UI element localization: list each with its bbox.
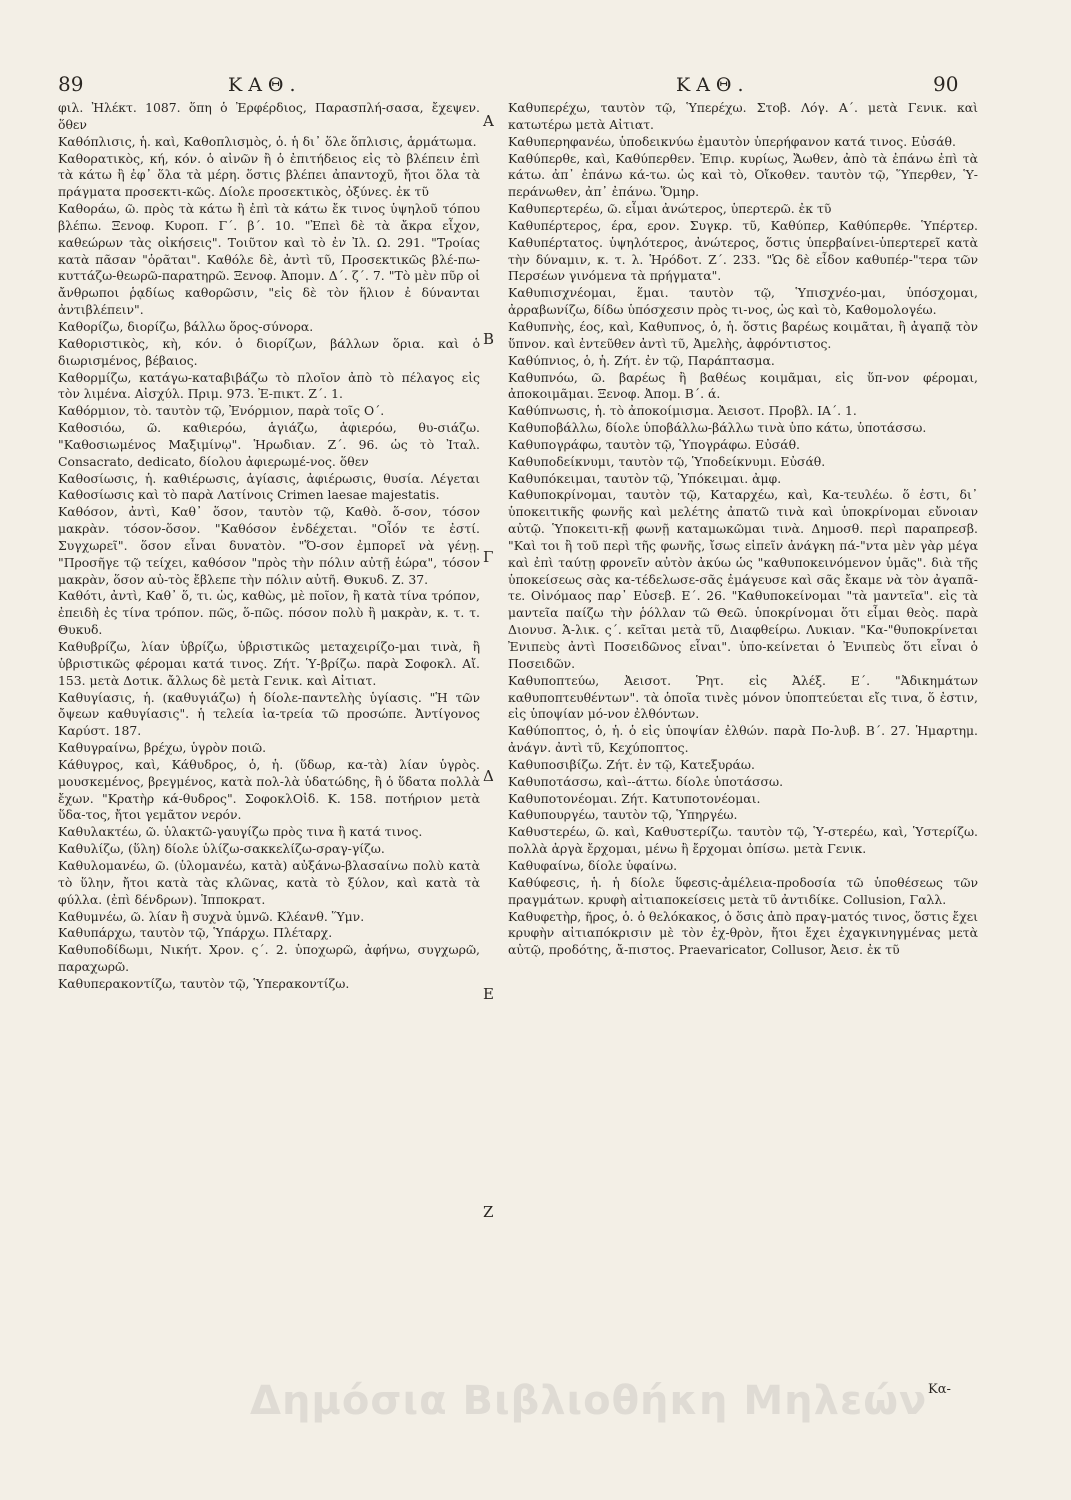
dictionary-entry: Κάθυγρος, καὶ, Κάθυδρος, ὁ, ἡ. (ὕδωρ, κα-τὰ) λίαν ὑγρὸς. μουσκεμένος, βρεγμένος, κατὰ πολ-λὰ ὑδατώδης, ἢ ὁ ὕδατα πολλὰ ἔχων. "Κρατὴρ κά-θυδρος". ΣοφοκλΟἰδ. Κ. 158. ποτήριον μετὰ ὕδα-τος, ἤτοι γεμᾶτον νερόν. xyxy=(58,756,480,823)
dictionary-entry: Καθόπλισις, ἡ. καὶ, Καθοπλισμὸς, ὁ. ἡ δι᾽ ὅλε ὅπλισις, ἁρμάτωμα. xyxy=(58,133,477,149)
margin-letter-beta: Β xyxy=(483,330,495,348)
margin-letter-gamma: Γ xyxy=(483,548,494,566)
dictionary-entry: Καθυλομανέω, ῶ. (ὑλομανέω, κατὰ) αὐξάνω-βλασαίνω πολὺ κατὰ τὸ ὕλην, ἤτοι κατὰ τὰς κλῶνας, κατὰ τὸ ξύλον, καὶ κατὰ τὰ φύλλα. (ἐπὶ δένδρων). Ἱπποκρατ. xyxy=(58,857,480,907)
dictionary-entry: Καθυπερέχω, ταυτὸν τῷ, Ὑπερέχω. Στοβ. Λόγ. Α΄. μετὰ Γενικ. καὶ κατωτέρω μετὰ Αἰτιατ. xyxy=(508,100,978,132)
dictionary-entry: φιλ. Ἠλέκτ. 1087. ὅπη ὁ Ἐρφέρδιος, Παρασπλή-σασα, ἔχεψεν. ὅθεν xyxy=(58,100,480,132)
dictionary-entry: Καθύποπτος, ὁ, ἡ. ὁ εἰς ὑποψίαν ἐλθών. παρὰ Πο-λυβ. Β΄. 27. Ἡμαρτημ. ἀνάγν. ἀντὶ τῦ, Κεχύποπτος. xyxy=(508,723,978,756)
margin-letter-epsilon: Ε xyxy=(483,985,494,1003)
left-page-number: 89 xyxy=(58,72,84,96)
right-column xyxy=(508,100,978,959)
dictionary-entry: Καθυπισχνέομαι, ἕμαι. ταυτὸν τῷ, Ὑπισχνέο-μαι, ὑπόσχομαι, ἀρραβωνίζω, δίδω ὑπόσχεσιν πρὸς τι-νος, ὡς καὶ τὸ, Καθομολογέω. xyxy=(508,285,978,318)
dictionary-entry: Καθυφαίνω, δίολε ὑφαίνω. xyxy=(508,857,678,873)
dictionary-entry: Καθοράω, ῶ. πρὸς τὰ κάτω ἢ ἐπὶ τὰ κάτω ἔκ τινος ὑψηλοῦ τόπου βλέπω. Ξενοφ. Κυροπ. Γ΄. β΄. 10. "Ἐπεὶ δὲ τὰ ἄκρα εἶχον, καθεώρων τὰς οἰκήσεις". Τοιῦτον καὶ τὸ ἐν Ἰλ. Ω. 291. "Τροίας κατὰ πᾶσαν "ὁρᾶται". Καθόλε δὲ, ἀντὶ τῦ, Προσεκτικῶς βλέ-πω-κυττάζω-θεωρῶ-παρατηρῶ. Ξενοφ. Ἀπομν. Δ΄. ζ΄. 7. "Τὸ μὲν πῦρ οἱ ἄνθρωποι ῥᾳδίως καθορῶσιν, "εἰς δὲ τὸν ἥλιον ἐ δύνανται ἀντιβλέπειν". xyxy=(58,201,480,318)
dictionary-entry: Καθόσον, ἀντὶ, Καθ᾽ ὅσον, ταυτὸν τῷ, Καθὸ. ὅ-σον, τόσον μακρὰν. τόσον-ὅσον. "Καθόσον ἐνδέχεται. "Οἷόν τε ἐστί. Συγχωρεῖ". ὅσον εἶναι δυνατὸν. "Ὅ-σον ἐμπορεῖ νὰ γένῃ. "Προσῆγε τῷ τείχει, καθόσον "πρὸς τὴν πόλιν αὐτῇ ἑώρα", τόσον μακρὰν, ὅσον αὐ-τὸς ἔβλεπε τὴν πόλιν αὐτῆ. Θυκυδ. Ζ. 37. xyxy=(58,504,480,587)
margin-letter-delta: Δ xyxy=(483,767,494,785)
dictionary-entry: Καθυποτάσσω, καὶ--άττω. δίολε ὑποτάσσω. xyxy=(508,773,784,789)
dictionary-entry: Καθυλίζω, (ὕλη) δίολε ὑλίζω-σακκελίζω-σραγ-γίζω. xyxy=(58,841,385,857)
dictionary-entry: Καθυπερακοντίζω, ταυτὸν τῷ, Ὑπερακοντίζω. xyxy=(58,975,350,991)
dictionary-entry: Καθυπνὴς, έος, καὶ, Καθυπνος, ὁ, ἡ. ὅστις βαρέως κοιμᾶται, ἢ ἀγαπᾷ τὸν ὕπνον. καὶ ἐντεῦθεν ἀντὶ τῦ, Ἀμελὴς, ἀφρόντιστος. xyxy=(508,318,978,351)
dictionary-entry: Καθύπερθε, καὶ, Καθύπερθεν. Ἐπιρ. κυρίως, Ἄωθεν, ἀπὸ τὰ ἐπάνω ἐπὶ τὰ κάτω. ἀπ᾽ ἐπάνω κά-τω. ὡς καὶ τὸ, Οἴκοθεν. ταυτὸν τῷ, Ὕπερθεν, Ὑ-περάνωθεν, ἀπ᾽ ἐπάνω. Ὅμηρ. xyxy=(508,150,978,200)
dictionary-entry: Καθυφετὴρ, ῆρος, ὁ. ὁ θελόκακος, ὁ ὅσις ἀπὸ πραγ-ματός τινος, ὅστις ἔχει κρυφὴν αἰτιαπόκρισιν μὲ τὸν ἐχ-θρὸν, ἤτοι ἔχει ἐχαγκινηγμένας μετὰ αὐτῷ, προδότης, ἄ-πιστος. Praevaricator, Collusor, Ἀεισ. ἐκ τῦ xyxy=(508,908,978,958)
dictionary-entry: Καθορμίζω, κατάγω-καταβιβάζω τὸ πλοῖον ἀπὸ τὸ πέλαγος εἰς τὸν λιμένα. Αἰσχύλ. Πριμ. 973. Ἐ-πικτ. Ζ΄. 1. xyxy=(58,369,480,402)
dictionary-entry: Καθύπνωσις, ἡ. τὸ ἀποκοίμισμα. Ἀεισοτ. Προβλ. ΙΑ΄. 1. xyxy=(508,403,857,419)
dictionary-entry: Καθυλακτέω, ῶ. ὑλακτῶ-γαυγίζω πρὸς τινα ἢ κατά τινος. xyxy=(58,824,423,840)
dictionary-entry: Καθυπουργέω, ταυτὸν τῷ, Ὑπηργέω. xyxy=(508,807,738,823)
dictionary-entry: Καθυποσιβίζω. Ζήτ. ἐν τῷ, Κατεξυράω. xyxy=(508,756,755,772)
dictionary-entry: Καθόρμιον, τὸ. ταυτὸν τῷ, Ἐνόρμιον, παρὰ τοῖς Ο΄. xyxy=(58,403,385,419)
left-running-head: ΚΑΘ. xyxy=(228,74,302,96)
dictionary-entry: Καθυποτονέομαι. Ζήτ. Κατυποτονέομαι. xyxy=(508,790,761,806)
dictionary-entry: Καθυγραίνω, βρέχω, ὑγρὸν ποιῶ. xyxy=(58,740,267,756)
dictionary-entry: Καθυποβάλλω, δίολε ὑποβάλλω-βάλλω τινὰ ὑπο κάτω, ὑποτάσσω. xyxy=(508,420,927,436)
dictionary-entry: Καθοριστικὸς, κὴ, κόν. ὁ διορίζων, βάλλων ὅρια. καὶ ὁ διωρισμένος, βέβαιος. xyxy=(58,335,480,368)
dictionary-entry: Καθυπόκειμαι, ταυτὸν τῷ, Ὑπόκειμαι. ἀμφ. xyxy=(508,470,782,486)
dictionary-entry: Καθυγίασις, ἡ. (καθυγιάζω) ἡ δίολε-παντελὴς ὑγίασις. "Ἡ τῶν ὄψεων καθυγίασις". ἡ τελεία ἰα-τρεία τῶ προσώπε. Ἀντίγονος Καρύστ. 187. xyxy=(58,689,480,739)
dictionary-entry: Καθυμνέω, ῶ. λίαν ἢ συχνὰ ὑμνῶ. Κλέανθ. Ὕμν. xyxy=(58,908,365,924)
right-running-head: ΚΑΘ. xyxy=(676,74,750,96)
dictionary-entry: Καθυπογράφω, ταυτὸν τῷ, Ὑπογράφω. Εὐσάθ. xyxy=(508,436,800,452)
dictionary-entry: Καθυπνόω, ῶ. βαρέως ἢ βαθέως κοιμᾶμαι, εἰς ὕπ-νον φέρομαι, ἀποκοιμᾶμαι. Ξενοφ. Ἀπομ. Β΄. ά. xyxy=(508,369,978,402)
dictionary-entry: Καθοσίωσις, ἡ. καθιέρωσις, ἁγίασις, ἀφιέρωσις, θυσία. Λέγεται Καθοσίωσις καὶ τὸ παρὰ Λατίνοις Crimen laesae majestatis. xyxy=(58,470,480,503)
dictionary-entry: Καθότι, ἀντὶ, Καθ᾽ ὅ, τι. ὡς, καθὼς, μὲ ποῖον, ἢ κατὰ τίνα τρόπον, ἐπειδὴ ἐς τίνα τρόπον. πῶς, ὅ-πῶς. πόσον πολὺ ἢ μακρὰν, κ. τ. τ. Θυκυδ. xyxy=(58,588,480,638)
dictionary-entry: Καθυπέρτερος, έρα, ερον. Συγκρ. τῦ, Καθύπερ, Καθύπερθε. Ὑπέρτερ. Καθυπέρτατος. ὑψηλότερος, ἀνώτερος, ὅστις ὑπερβαίνει-ὑπερτερεῖ κατὰ τὴν δύναμιν, κ. τ. λ. Ἡρόδοτ. Ζ΄. 233. "Ὡς δὲ εἶδον καθυπέρ-"τερα τῶν Περσέων γινόμενα τὰ πρήγματα". xyxy=(508,217,978,284)
dictionary-entry: Καθύφεσις, ἡ. ἡ δίολε ὕφεσις-ἀμέλεια-προδοσία τῶ ὑποθέσεως τῶν πραγμάτων. κρυφὴ αἰτιαποκείσεις μετὰ τῦ ἀντιδίκε. Collusion, Γαλλ. xyxy=(508,874,978,907)
dictionary-entry: Καθυπάρχω, ταυτὸν τῷ, Ὑπάρχω. Πλέταρχ. xyxy=(58,925,333,941)
margin-letter-alpha: Α xyxy=(483,112,494,130)
dictionary-entry: Καθυπερτερέω, ῶ. εἶμαι ἀνώτερος, ὑπερτερῶ. ἐκ τῦ xyxy=(508,201,832,217)
dictionary-entry: Καθυποδίδωμι, Νικήτ. Χρον. ς΄. 2. ὑποχωρῶ, ἀφήνω, συγχωρῶ, παραχωρῶ. xyxy=(58,942,480,975)
library-watermark: Δημόσια Βιβλιοθήκη Μηλεών xyxy=(250,1378,928,1424)
dictionary-entry: Καθυποκρίνομαι, ταυτὸν τῷ, Καταρχέω, καὶ, Κα-τευλέω. ὅ ἐστι, δι᾽ ὑποκειτικῆς φωνῆς καὶ μελέτης ἀπατῶ τινὰ καὶ ὑποκρίνομαι εὔνοιαν αὐτῷ. Ὑποκειτι-κῇ φωνῇ καταμωκῶμαι τινὰ. Δημοσθ. περὶ παραπρεσβ. "Καὶ τοι ἢ τοῦ περὶ τῆς φωνῆς, ἴσως εἰπεῖν ἀνάγκη πά-"ντα μὲν γὰρ μέγα καὶ ἐπὶ ταύτῃ φρονεῖν αὐτὸν ἀκύω ὡς "καθυποκεινόμενον ὑμᾶς". διὰ τῆς ὑποκείσεως σὰς κα-τέδελωσε-σᾶς ἐμάγευσε καὶ σᾶς ἔκαμε νὰ τὸν ἀγαπᾶ-τε. Οἰνόμαος παρ᾽ Εὐσεβ. Ε΄. 26. "Καθυποκείνομαι "τὰ μαντεῖα". εἰς τὰ μαντεῖα παίζω τὴν ῥόλλαν τῶ Θεῶ. ὑποκρίνομαι ὅτι εἶμαι θεὸς. παρὰ Διονυσ. Ἁ-λικ. ς΄. κεῖται μετὰ τῦ, Διαφθείρω. Λυκιαν. "Κα-"θυποκρίνεται Ἐνιπεὺς ἀντὶ Ποσειδῶνος εἶναι". ὑπο-κείνεται ὁ Ἐνιπεὺς ὅτι εἶναι ὁ Ποσειδῶν. xyxy=(508,487,978,671)
catchword: Κα- xyxy=(928,1382,951,1397)
dictionary-entry: Καθυβρίζω, λίαν ὑβρίζω, ὑβριστικῶς μεταχειρίζο-μαι τινὰ, ἢ ὑβριστικῶς φέρομαι κατά τινος. Ζήτ. Ὑ-βρίζω. παρὰ Σοφοκλ. Αἴ. 153. μετὰ Δοτικ. ἄλλως δὲ μετὰ Γενικ. καὶ Αἰτιατ. xyxy=(58,639,480,688)
right-page-number: 90 xyxy=(933,72,959,96)
dictionary-entry: Καθυπερηφανέω, ὑποδεικνύω ἐμαυτὸν ὑπερήφανον κατά τινος. Εὐσάθ. xyxy=(508,133,956,149)
left-column xyxy=(58,100,480,993)
dictionary-entry: Καθυστερέω, ῶ. καὶ, Καθυστερίζω. ταυτὸν τῷ, Ὑ-στερέω, καὶ, Ὑστερίζω. πολλὰ ἀργὰ ἔρχομαι, μένω ἢ ἔρχομαι ὀπίσω. μετὰ Γενικ. xyxy=(508,824,978,857)
dictionary-entry: Καθοσιόω, ῶ. καθιερόω, ἁγιάζω, ἀφιερόω, θυ-σιάζω. "Καθοσιωμένος Μαξιμίνῳ". Ἡρωδιαν. Ζ΄. 96. ὡς τὸ Ἰταλ. Consacrato, dedicato, δίολου ἀφιερωμέ-νος. ὅθεν xyxy=(58,420,480,469)
dictionary-entry: Καθυποπτεύω, Ἀεισοτ. Ῥητ. εἰς Ἀλέξ. Ε΄. "Ἀδικημάτων καθυποπτευθέντων". τὰ ὁποῖα τινὲς μόνον ὑποπτεύεται εἴς τινα, ὅ ἐστιν, εἰς ὑποψίαν μό-νον ἐλθόντων. xyxy=(508,672,978,722)
margin-letter-zeta: Ζ xyxy=(483,1203,494,1221)
dictionary-entry: Καθύπνιος, ὁ, ἡ. Ζήτ. ἐν τῷ, Παράπτασμα. xyxy=(508,352,775,368)
dictionary-entry: Καθυποδείκνυμι, ταυτὸν τῷ, Ὑποδείκνυμι. Εὐσάθ. xyxy=(508,453,826,469)
dictionary-entry: Καθορατικὸς, κή, κόν. ὁ αἰνῶν ἢ ὁ ἐπιτήδειος εἰς τὸ βλέπειν ἐπὶ τὰ κάτω ἢ ἐφ᾽ ὅλα τὰ μέρη. ὅστις βλέπει ἀπαντοχῦ, ἤτοι ὅλα τὰ πράγματα προσεκτι-κῶς. Δίολε προσεκτικὸς, ὀξύνες. ἐκ τῦ xyxy=(58,150,480,200)
dictionary-entry: Καθορίζω, διορίζω, βάλλω ὅρος-σύνορα. xyxy=(58,318,314,334)
